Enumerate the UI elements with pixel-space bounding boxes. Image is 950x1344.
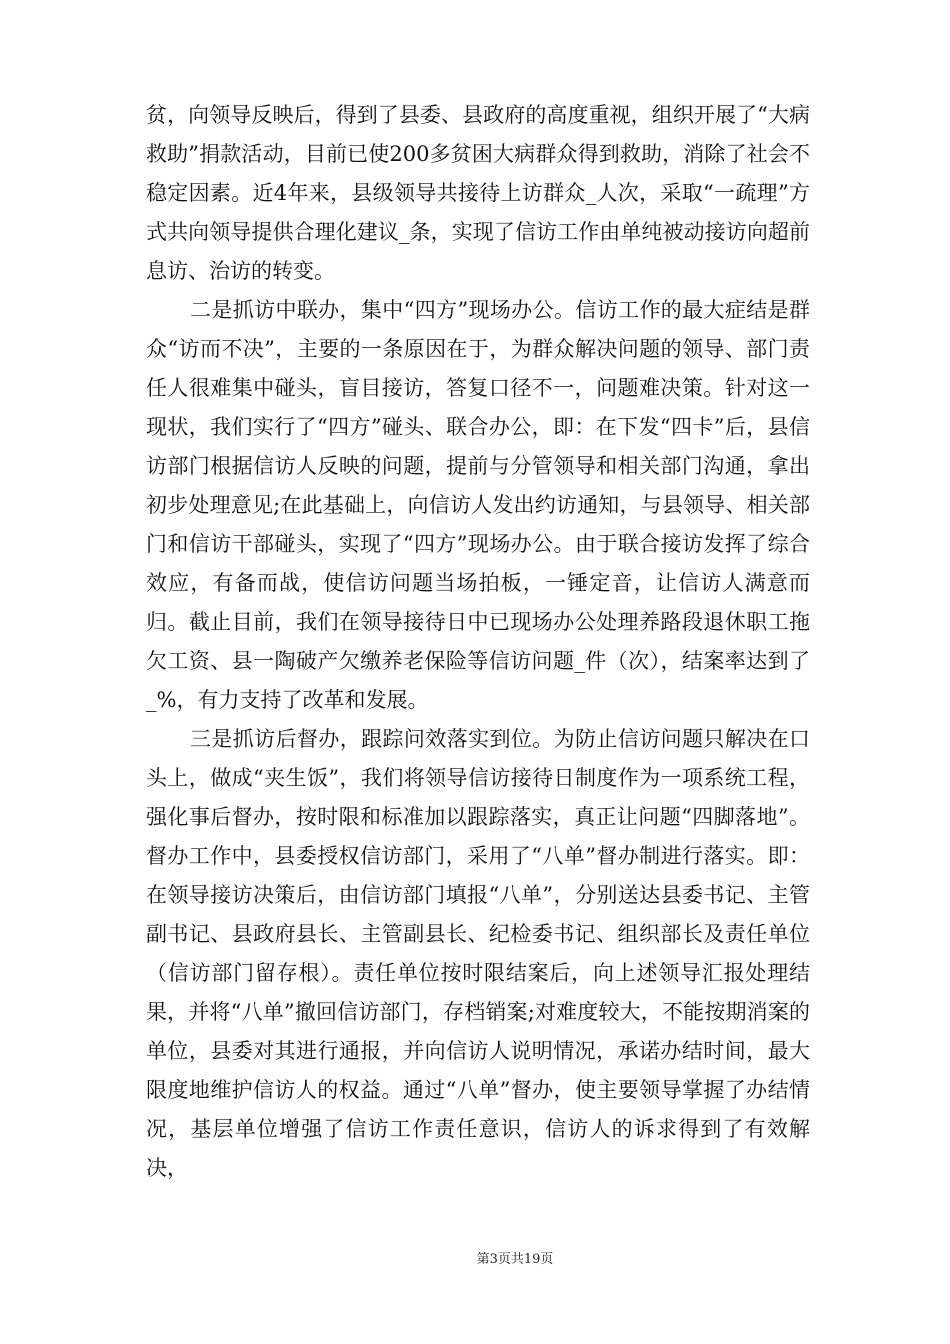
body-paragraph-3: 三是抓访后督办，跟踪问效落实到位。为防止信访问题只解决在口头上，做成“夹生饭”，我们将领导信访接待日制度作为一项系统工程，强化事后督办，按时限和标准加以跟踪落实，真正让问题“四脚落地”。督办工作中，县委授权信访部门，采用了“八单”督办制进行落实。即：在领导接访决策后，由信访部门填报“八单”，分别送达县委书记、主管副书记、县政府县长、主管副县长、纪检委书记、组织部长及责任单位（信访部门留存根）。责任单位按时限结案后，向上述领导汇报处理结果，并将“八单”撤回信访部门，存档销案;对难度较大，不能按期消案的单位，县委对其进行通报，并向信访人说明情况，承诺办结时间，最大限度地维护信访人的权益。通过“八单”督办，使主要领导掌握了办结情况，基层单位增强了信访工作责任意识，信访人的诉求得到了有效解决， [146, 727, 810, 1180]
body-paragraph-1: 贫，向领导反映后，得到了县委、县政府的高度重视，组织开展了“大病救助”捐款活动，目前已使200多贫困大病群众得到救助，消除了社会不稳定因素。近4年来，县级领导共接待上访群众_人次，采取“一疏理”方式共向领导提供合理化建议_条，实现了信访工作由单纯被动接访向超前息访、治访的转变。 [146, 103, 810, 283]
body-paragraph-2: 二是抓访中联办，集中“四方”现场办公。信访工作的最大症结是群众“访而不决”，主要的一条原因在于，为群众解决问题的领导、部门责任人很难集中碰头，盲目接访，答复口径不一，问题难决策。针对这一现状，我们实行了“四方”碰头、联合办公，即：在下发“四卡”后，县信访部门根据信访人反映的问题，提前与分管领导和相关部门沟通，拿出初步处理意见;在此基础上，向信访人发出约访通知，与县领导、相关部门和信访干部碰头，实现了“四方”现场办公。由于联合接访发挥了综合效应，有备而战，使信访问题当场拍板，一锤定音，让信访人满意而归。截止目前，我们在领导接待日中已现场办公处理养路段退休职工拖欠工资、县一陶破产欠缴养老保险等信访问题_件（次），结案率达到了_%，有力支持了改革和发展。 [146, 298, 810, 712]
page-number-footer: 第3页共19页 [476, 1252, 554, 1267]
document-body [146, 96, 810, 1188]
